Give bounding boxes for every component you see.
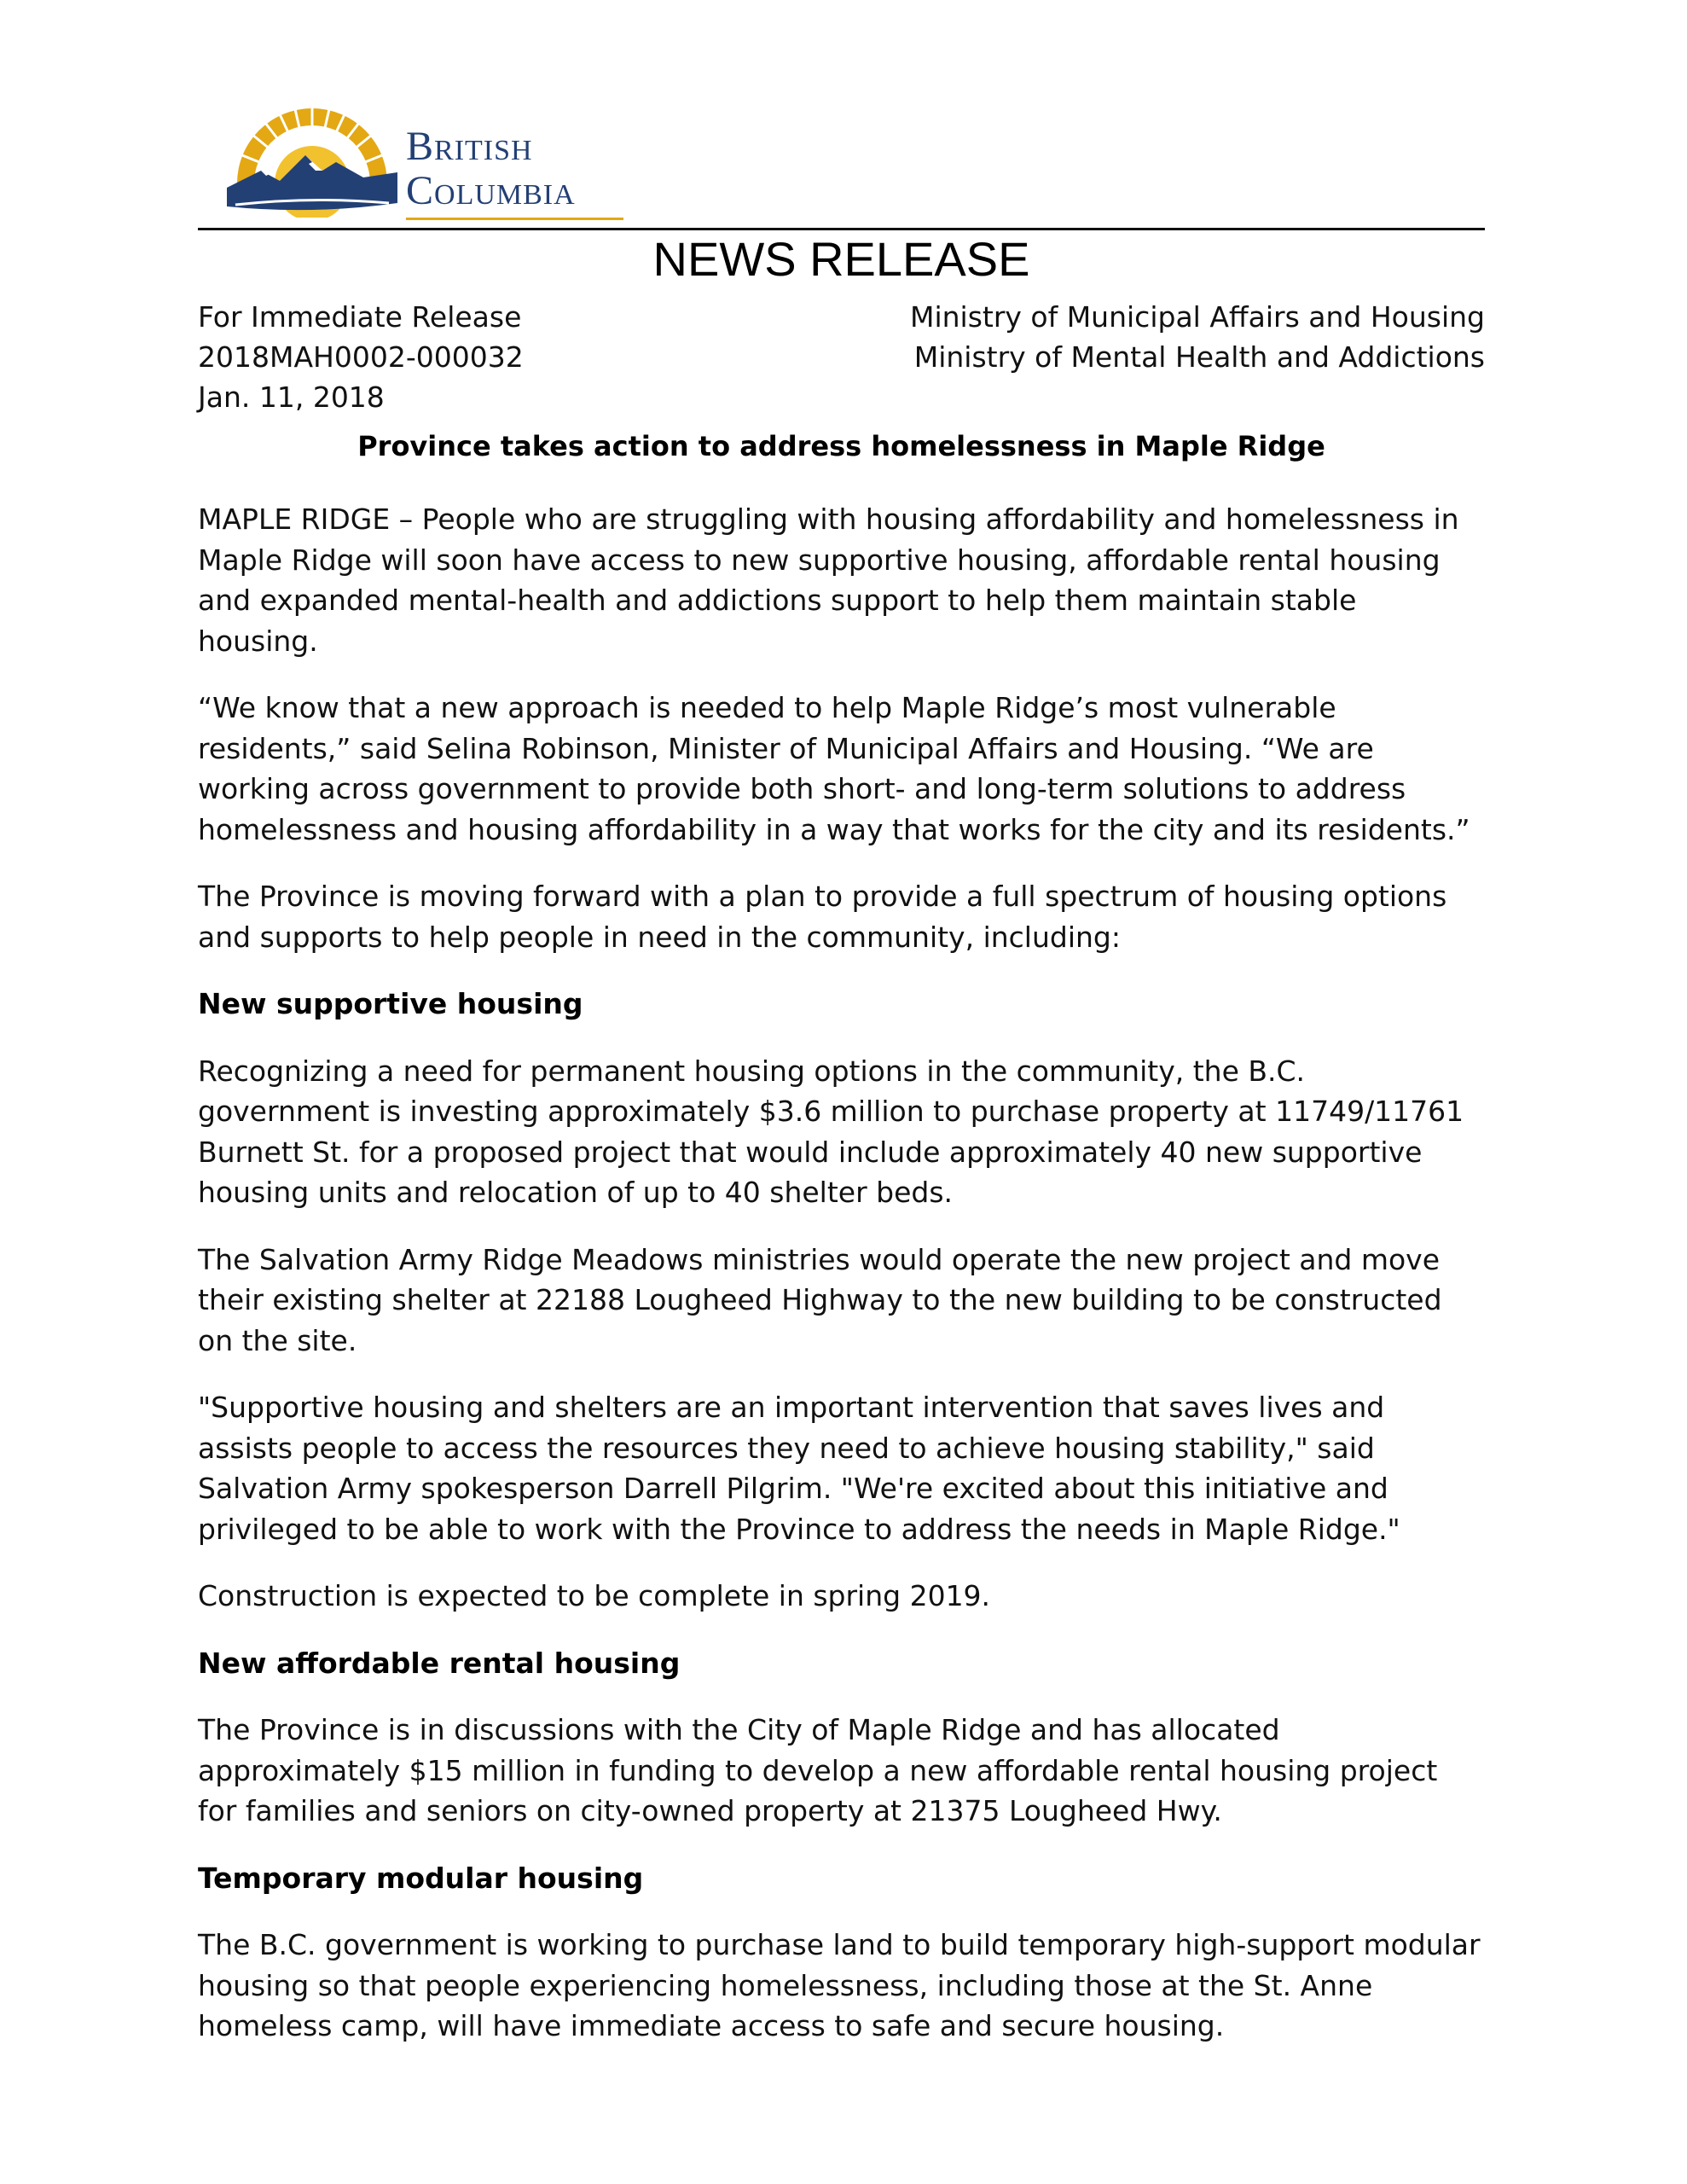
paragraph: The Province is in discussions with the City of Maple Ridge and has allocated approximately $15 million in funding to develop a new affordable rental housing project for families and seniors on city-owned property at 21375 Lougheed Hwy. — [198, 1713, 1438, 1827]
paragraph: Recognizing a need for permanent housing options in the community, the B.C. government is investing approximately $3.6 million to purchase property at 11749/11761 Burnett St. for a proposed project that would include approximately 40 new supportive housing units and relocation of up to 40 shelter beds. — [198, 1054, 1464, 1209]
release-date: Jan. 11, 2018 — [198, 380, 385, 414]
paragraph: “We know that a new approach is needed to help Maple Ridge’s most vulnerable residents,” said Selina Robinson, Minister of Municipal Affairs and Housing. “We are working across government to provide both short- and long-term solutions to address homelessness and housing affordability in a way that works for the city and its residents.” — [198, 691, 1470, 846]
paragraph: The Province is moving forward with a plan to provide a full spectrum of housing options and supports to help people in need in the community, including: — [198, 880, 1447, 954]
paragraph: The B.C. government is working to purchase land to build temporary high-support modular housing so that people experiencing homelessness, including those at the St. Anne homeless camp, will have immediate access to safe and secure housing. — [198, 1928, 1481, 2042]
ministry-1: Ministry of Municipal Affairs and Housing — [909, 300, 1485, 334]
release-type: For Immediate Release — [198, 300, 522, 334]
wordmark-line-1: British — [406, 124, 533, 169]
paragraph: "Supportive housing and shelters are an important intervention that saves lives and assists people to access the resources they need to achieve housing stability," said Salvation Army spokesperson Darrell Pilgrim. "We're excited about this initiative and privileged to be able to work with the Province to address the needs in Maple Ridge." — [198, 1391, 1400, 1546]
release-meta-right — [910, 297, 1485, 377]
paragraph: Construction is expected to be complete in spring 2019. — [198, 1579, 991, 1612]
bc-wordmark — [406, 126, 576, 212]
headline: Province takes action to address homelessness in Maple Ridge — [357, 430, 1325, 462]
section-heading: New affordable rental housing — [198, 1646, 681, 1680]
bc-logo — [227, 102, 653, 226]
paragraph: The Salvation Army Ridge Meadows ministries would operate the new project and move their existing shelter at 22188 Lougheed Highway to the new building to be constructed on the site. — [198, 1242, 1442, 1357]
release-id: 2018MAH0002-000032 — [198, 340, 524, 374]
paragraph: MAPLE RIDGE – People who are struggling with housing affordability and homelessness in Maple Ridge will soon have access to new supportive housing, affordable rental housing and expanded mental-health and addictions support to help them maintain stable housing. — [198, 502, 1459, 658]
section-heading: Temporary modular housing — [198, 1861, 644, 1895]
wordmark-line-2: Columbia — [406, 168, 576, 213]
bc-sun-mountain-emblem — [227, 102, 397, 218]
ministry-2: Ministry of Mental Health and Addictions — [913, 340, 1485, 374]
news-release-title: NEWS RELEASE — [652, 232, 1030, 286]
release-meta-left — [198, 297, 524, 417]
release-body — [198, 499, 1485, 2073]
wordmark-underline — [406, 218, 623, 220]
section-heading: New supportive housing — [198, 987, 583, 1020]
